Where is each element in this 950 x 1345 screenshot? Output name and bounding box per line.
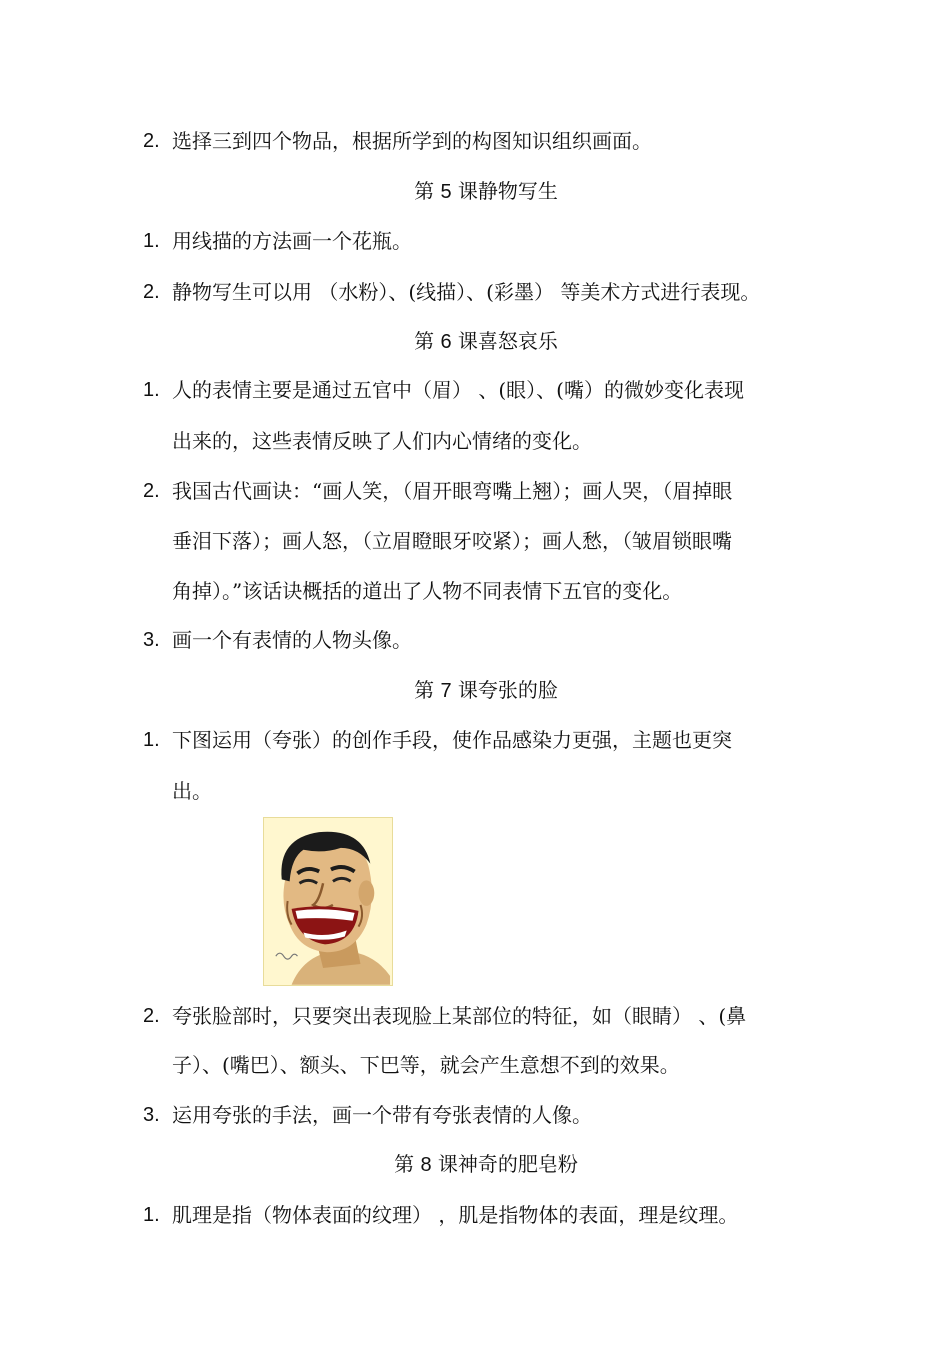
item-number: 3.: [143, 629, 160, 651]
item-number: 3.: [143, 1104, 160, 1126]
item-text: 画一个有表情的人物头像。: [172, 628, 412, 652]
item-text: 用线描的方法画一个花瓶。: [172, 229, 412, 253]
item-number: 2.: [143, 130, 160, 152]
lesson-heading-7: 第 7 课夸张的脸: [414, 678, 558, 702]
item-number: 1.: [143, 379, 160, 401]
item-text: 垂泪下落）；画人怒，（立眉瞪眼牙咬紧）；画人愁，（皱眉锁眼嘴: [172, 529, 732, 553]
item-text: 静物写生可以用 （水粉）、(线描）、(彩墨） 等美术方式进行表现。: [172, 280, 761, 304]
item-text: 我国古代画诀：“画人笑，（眉开眼弯嘴上翘）；画人哭，（眉掉眼: [172, 479, 733, 503]
item-text: 出来的，这些表情反映了人们内心情绪的变化。: [172, 429, 592, 453]
item-number: 1.: [143, 729, 160, 751]
item-number: 2.: [143, 281, 160, 303]
caricature-image: [263, 817, 393, 986]
item-text: 夸张脸部时，只要突出表现脸上某部位的特征，如（眼睛） 、(鼻: [172, 1004, 747, 1028]
item-text: 运用夸张的手法，画一个带有夸张表情的人像。: [172, 1103, 592, 1127]
item-text: 角掉）。”该话诀概括的道出了人物不同表情下五官的变化。: [172, 579, 683, 603]
item-number: 1.: [143, 1204, 160, 1226]
item-text: 选择三到四个物品，根据所学到的构图知识组织画面。: [172, 129, 652, 153]
item-text: 子）、(嘴巴）、额头、下巴等，就会产生意想不到的效果。: [172, 1053, 680, 1077]
item-number: 2.: [143, 1005, 160, 1027]
lesson-heading-5: 第 5 课静物写生: [414, 179, 558, 203]
item-number: 2.: [143, 480, 160, 502]
lesson-heading-6: 第 6 课喜怒哀乐: [414, 329, 558, 353]
item-text: 人的表情主要是通过五官中（眉） 、(眼）、(嘴）的微妙变化表现: [172, 378, 744, 402]
item-text: 肌理是指（物体表面的纹理） ，肌是指物体的表面，理是纹理。: [172, 1203, 739, 1227]
lesson-heading-8: 第 8 课神奇的肥皂粉: [394, 1152, 578, 1176]
item-number: 1.: [143, 230, 160, 252]
laughing-caricature-illustration: [264, 818, 392, 985]
item-text: 出。: [172, 779, 212, 803]
item-text: 下图运用（夸张）的创作手段，使作品感染力更强，主题也更突: [172, 728, 732, 752]
